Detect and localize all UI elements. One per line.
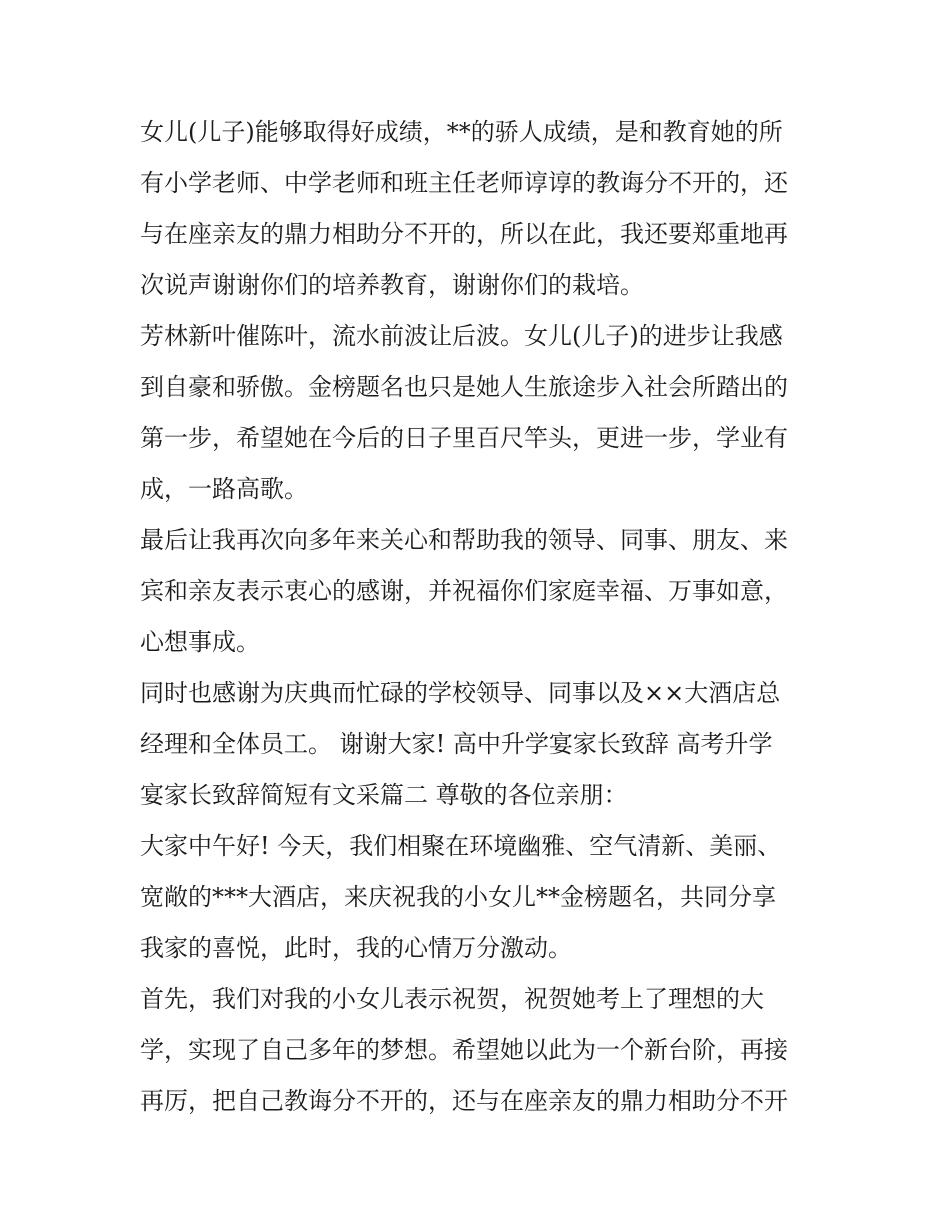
document-body: [140, 107, 820, 1127]
text-line: 与在座亲友的鼎力相助分不开的，所以在此，我还要郑重地再: [140, 220, 788, 248]
text-line: 第一步，希望她在今后的日子里百尺竿头，更进一步，学业有: [140, 424, 788, 452]
text-line: 次说声谢谢你们的培养教育，谢谢你们的栽培。: [140, 271, 644, 299]
text-line: 心想事成。: [140, 628, 260, 656]
text-line: 学，实现了自己多年的梦想。希望她以此为一个新台阶，再接: [140, 1036, 788, 1064]
text-line: 宴家长致辞简短有文采篇二 尊敬的各位亲朋：: [140, 781, 628, 809]
text-line: 同时也感谢为庆典而忙碌的学校领导、同事以及××大酒店总: [140, 679, 781, 707]
text-line: 宽敞的***大酒店，来庆祝我的小女儿**金榜题名，共同分享: [140, 883, 776, 911]
text-line: 首先，我们对我的小女儿表示祝贺，祝贺她考上了理想的大: [140, 985, 764, 1013]
text-line: 芳林新叶催陈叶，流水前波让后波。女儿(儿子)的进步让我感: [140, 322, 783, 350]
text-line: 到自豪和骄傲。金榜题名也只是她人生旅途步入社会所踏出的: [140, 373, 788, 401]
text-line: 我家的喜悦，此时，我的心情万分激动。: [140, 934, 572, 962]
text-line: 最后让我再次向多年来关心和帮助我的领导、同事、朋友、来: [140, 526, 788, 554]
text-line: 宾和亲友表示衷心的感谢，并祝福你们家庭幸福、万事如意，: [140, 577, 788, 605]
text-line: 再厉，把自己教诲分不开的，还与在座亲友的鼎力相助分不开: [140, 1087, 788, 1115]
text-line: 女儿(儿子)能够取得好成绩，**的骄人成绩，是和教育她的所: [140, 118, 783, 146]
text-line: 有小学老师、中学老师和班主任老师谆谆的教诲分不开的，还: [140, 169, 788, 197]
text-line: 大家中午好! 今天，我们相聚在环境幽雅、空气清新、美丽、: [140, 832, 782, 860]
text-line: 经理和全体员工。 谢谢大家! 高中升学宴家长致辞 高考升学: [140, 730, 773, 758]
text-line: 成，一路高歌。: [140, 475, 308, 503]
